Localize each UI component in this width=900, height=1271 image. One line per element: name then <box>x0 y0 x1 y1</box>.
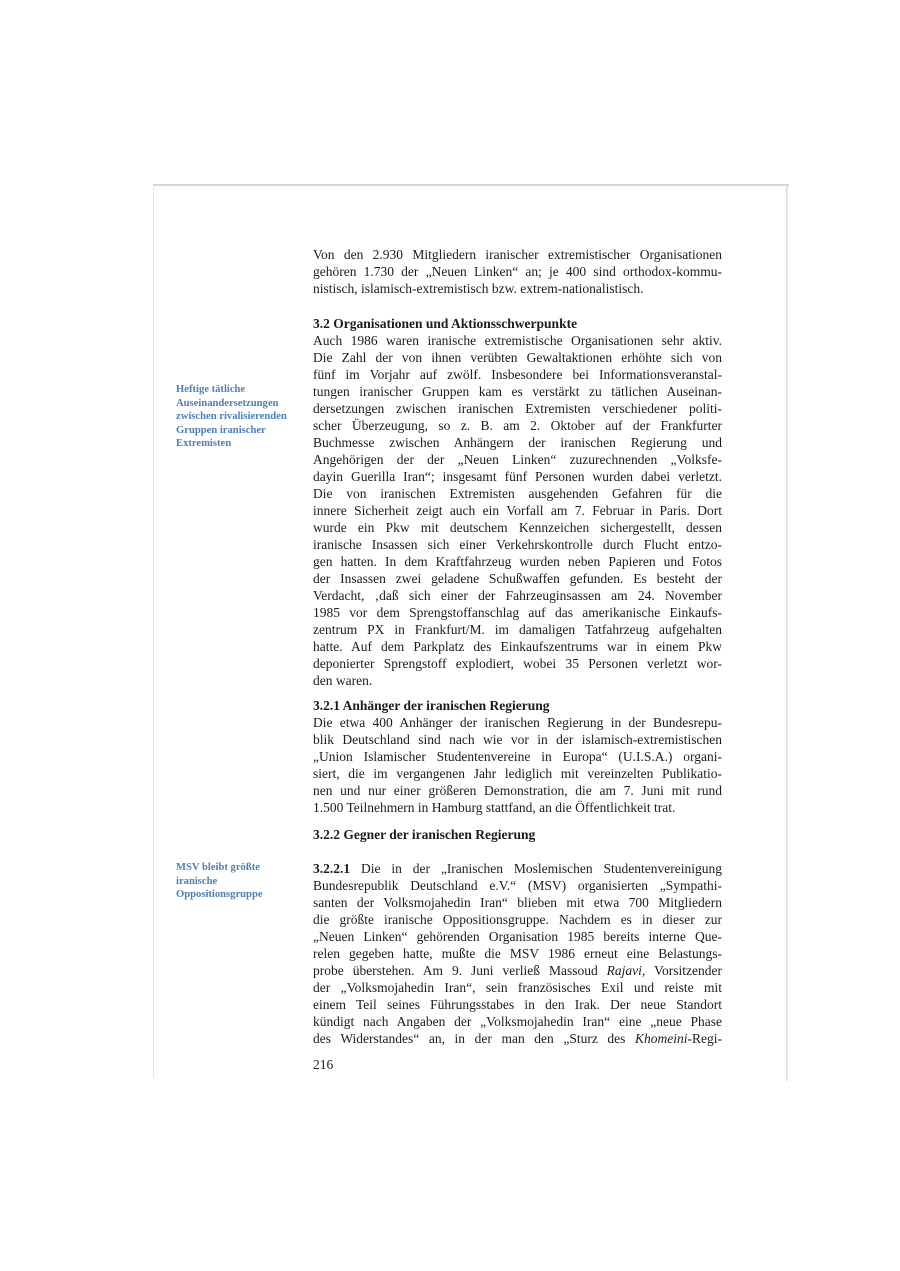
section-3-2-2-1 <box>313 860 722 1047</box>
text-line: blik Deutschland sind nach wie vor in der islamisch-extremistischen <box>313 732 722 747</box>
text-line: innere Sicherheit zeigt auch ein Vorfall am 7. Februar in Paris. Dort <box>313 503 722 518</box>
text-line: der Insassen zwei geladene Schußwaffen gefunden. Es besteht der <box>313 571 722 586</box>
text-line: „Union Islamischer Studentenvereine in Europa“ (U.I.S.A.) organi- <box>313 749 722 764</box>
text-span: , Vorsitzender <box>641 963 722 978</box>
text-line: gen hatten. In dem Kraftfahrzeug wurden neben Papieren und Fotos <box>313 554 722 569</box>
section-heading: 3.2.1 Anhänger der iranischen Regierung <box>313 698 550 713</box>
text-line: Auch 1986 waren iranische extremistische Organisationen sehr aktiv. <box>313 333 722 348</box>
text-span: -Regi- <box>687 1031 722 1046</box>
section-3-2-2 <box>313 826 722 843</box>
text-line: deponierter Sprengstoff explodiert, wobei 35 Personen verletzt wor- <box>313 656 722 671</box>
margin-note-clashes: Heftige tätliche Auseinandersetzungen zwischen rivalisierenden Gruppen iranischer Extremisten <box>176 384 287 450</box>
page-left-edge <box>153 188 154 1078</box>
page-right-edge <box>786 186 788 1081</box>
section-3-2-1 <box>313 697 722 816</box>
text-span: probe überstehen. Am 9. Juni verließ Massoud <box>313 963 607 978</box>
text-span: des Widerstandes“ an, in der man den „Sturz des <box>313 1031 635 1046</box>
text-line: dayin Guerilla Iran“; insgesamt fünf Personen wurden dabei verletzt. <box>313 469 722 484</box>
text-line: den waren. <box>313 673 373 688</box>
text-line <box>313 860 722 877</box>
text-line: iranische Insassen sich einer Verkehrskontrolle durch Flucht entzo- <box>313 537 722 552</box>
text-line: zentrum PX in Frankfurt/M. im damaligen Tatfahrzeug aufgehalten <box>313 622 722 637</box>
text-line: hatte. Auf dem Parkplatz des Einkaufszentrums war in einem Pkw <box>313 639 722 654</box>
text-line: santen der Volksmojahedin Iran“ blieben mit etwa 700 Mitgliedern <box>313 895 722 910</box>
text-line: Die von iranischen Extremisten ausgehenden Gefahren für die <box>313 486 722 501</box>
text-line: dersetzungen zwischen iranischen Extremisten verschiedener politi- <box>313 401 722 416</box>
text-line: kündigt nach Angaben der „Volksmojahedin Iran“ eine „neue Phase <box>313 1014 722 1029</box>
text-line: Die Zahl der von ihnen verübten Gewaltaktionen erhöhte sich von <box>313 350 722 365</box>
text-line: 1.500 Teilnehmern in Hamburg stattfand, an die Öffentlichkeit trat. <box>313 800 676 815</box>
text-line: fünf im Vorjahr auf zwölf. Insbesondere bei Informationsveranstal- <box>313 367 722 382</box>
text-line: Bundesrepublik Deutschland e.V.“ (MSV) organisierten „Sympathi- <box>313 878 722 893</box>
section-heading: 3.2 Organisationen und Aktionsschwerpunkte <box>313 316 578 331</box>
text-line: Die etwa 400 Anhänger der iranischen Regierung in der Bundesrepu- <box>313 715 722 730</box>
text-line: nistisch, islamisch-extremistisch bzw. extrem-nationalistisch. <box>313 281 644 296</box>
text-line: der „Volksmojahedin Iran“, sein französisches Exil und reiste mit <box>313 980 722 995</box>
subsection-number: 3.2.2.1 <box>313 861 351 876</box>
text-line: Angehörigen der der „Neuen Linken“ zuzurechnenden „Volksfe- <box>313 452 722 467</box>
page-number: 216 <box>313 1057 334 1072</box>
text-line: nen und nur einer größeren Demonstration, die am 7. Juni mit rund <box>313 783 722 798</box>
text-line <box>313 962 722 979</box>
text-line: 1985 vor dem Sprengstoffanschlag auf das amerikanische Einkaufs- <box>313 605 722 620</box>
margin-note-msv: MSV bleibt größte iranische Oppositionsgruppe <box>176 862 263 901</box>
text-line: einem Teil seines Führungsstabes in den Irak. Der neue Standort <box>313 997 722 1012</box>
text-line <box>313 1030 722 1047</box>
section-3-2 <box>313 315 722 689</box>
text-line: Von den 2.930 Mitgliedern iranischer extremistischer Organisationen <box>313 247 722 262</box>
section-heading: 3.2.2 Gegner der iranischen Regierung <box>313 827 536 842</box>
text-line: „Neuen Linken“ gehörenden Organisation 1985 bereits interne Que- <box>313 929 722 944</box>
text-line: scher Überzeugung, so z. B. am 2. Oktober auf der Frankfurter <box>313 418 722 433</box>
text-line: wurde ein Pkw mit deutschem Kennzeichen sichergestellt, dessen <box>313 520 722 535</box>
person-name: Khomeini <box>635 1031 688 1046</box>
text-span: Die in der „Iranischen Moslemischen Studentenvereinigung <box>350 861 722 876</box>
text-line: Verdacht, ‚daß sich einer der Fahrzeuginsassen am 24. November <box>313 588 722 603</box>
intro-paragraph <box>313 246 722 297</box>
text-line: Buchmesse zwischen Anhängern der iranischen Regierung und <box>313 435 722 450</box>
person-name: Rajavi <box>606 963 642 978</box>
text-line: tungen iranischer Gruppen kam es verstärkt zu tätlichen Auseinan- <box>313 384 722 399</box>
text-line: die größte iranische Oppositionsgruppe. Nachdem es in dieser zur <box>313 912 722 927</box>
text-line: gehören 1.730 der „Neuen Linken“ an; je 400 sind orthodox-kommu- <box>313 264 722 279</box>
text-line: relen gegeben hatte, mußte die MSV 1986 erneut eine Belastungs- <box>313 946 722 961</box>
text-line: siert, die im vergangenen Jahr lediglich mit vereinzelten Publikatio- <box>313 766 722 781</box>
